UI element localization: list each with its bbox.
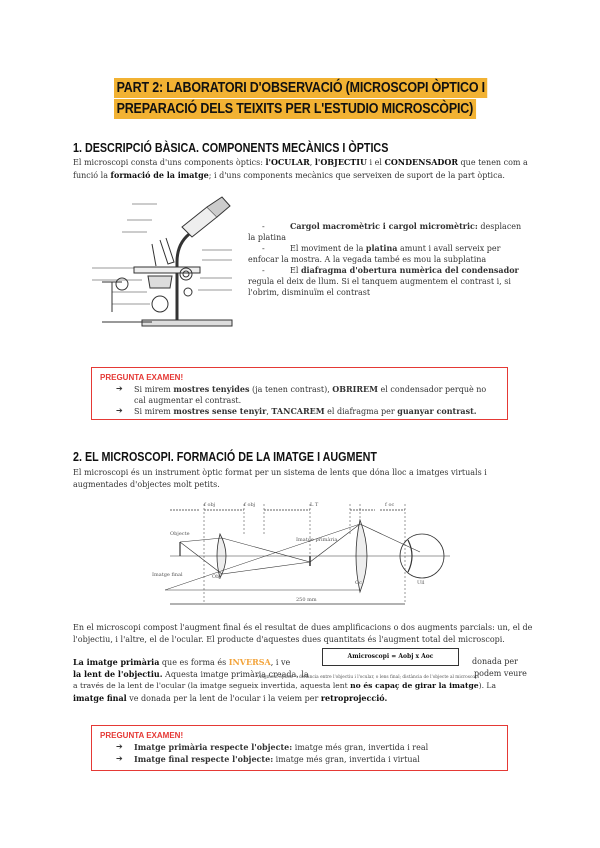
exam-box-1: [91, 367, 508, 420]
label-lt: L T: [310, 502, 319, 508]
exam-box-2: [91, 725, 508, 771]
label-f-obj-1: f obj: [204, 502, 216, 508]
label-250mm: 250 mm: [296, 597, 317, 603]
exam-2-item-1: Imatge primària respecte l'objecte: imatge més gran, invertida i real: [134, 742, 429, 752]
primary-image-line-4: imatge final ve donada per la lent de l'ocular i la veiem per retroprojecció.: [73, 693, 388, 703]
arrow-icon: ➔: [116, 754, 123, 763]
exam-2-item-2: Imatge final respecte l'objecte: imatge més gran, invertida i virtual: [134, 754, 420, 764]
section-1-heading: 1. DESCRIPCIÓ BÀSICA. COMPONENTS MECÀNICS I ÒPTICS: [73, 141, 389, 155]
label-imatge-primaria: Imatge primària: [296, 537, 338, 543]
label-f-oc: f oc: [385, 502, 395, 508]
arrow-icon: ➔: [116, 742, 123, 751]
exam-1-item-1: Si mirem mostres tenyides (ja tenen contrast), OBRIREM el condensador perquè no cal augmentar el contrast.: [134, 384, 487, 405]
page-title-line-2: PREPARACIÓ DELS TEIXITS PER L'ESTUDIO MICROSCÒPIC): [114, 99, 476, 119]
bullet-2: - El moviment de la platina amunt i avall serveix per enfocar la mostra. A la vegada també es mou la subplatina: [248, 243, 501, 264]
page-title-line-1: PART 2: LABORATORI D'OBSERVACIÓ (MICROSCOPI ÒPTICO I: [114, 78, 488, 98]
primary-image-right-1: donada per: [472, 657, 518, 666]
label-oc: Oc: [355, 580, 362, 586]
section-2-heading: 2. EL MICROSCOPI. FORMACIÓ DE LA IMATGE I AUGMENT: [73, 450, 377, 464]
bullet-3: - El diafragma d'obertura numèrica del condensador regula el deix de llum. Si el tanquem augmentem el contrast i, si l'obrim, disminuïm el contrast: [248, 265, 519, 297]
label-ull: Ull: [417, 580, 425, 586]
section-1-intro: El microscopi consta d'uns components òptics: l'OCULAR, l'OBJECTIU i el CONDENSADOR que tenen com a funció la formació de la imatge; i d'uns components mecànics que serveixen de suport de la part òptica.: [73, 157, 528, 180]
augment-paragraph: En el microscopi compost l'augment final és el resultat de dues amplificacions o dos augments parcials: un, el de l'objectiu, i l'altre, el de l'ocular. El producte d'aquestes dues quantitats és l'augment total del microscopi.: [73, 623, 533, 644]
exam-box-1-title: PREGUNTA EXAMEN!: [100, 373, 184, 382]
optical-diagram: [160, 494, 460, 610]
primary-image-line-1: La imatge primària que es forma és INVERSA, i ve: [73, 657, 291, 667]
primary-image-line-2: la lent de l'objectiu. Aquesta imatge primària creada, la: [73, 669, 309, 679]
arrow-icon: ➔: [116, 406, 123, 415]
formula-note: *Augment òptica = distància entre l'objectiu i l'ocular, o lens final; distància de l'objecte al microscopi: [256, 675, 480, 680]
section-2-intro: El microscopi és un instrument òptic format per un sistema de lents que dóna lloc a imatges virtuals i augmentades d'objectes molt petits.: [73, 468, 487, 489]
label-imatge-final: Imatge final: [152, 572, 183, 578]
label-f-obj-2: f obj: [244, 502, 256, 508]
exam-1-item-2: Si mirem mostres sense tenyir, TANCAREM el diafragma per guanyar contrast.: [134, 406, 477, 416]
primary-image-right-2: podem veure: [474, 669, 527, 678]
arrow-icon: ➔: [116, 384, 123, 393]
label-obj: Obj: [212, 574, 221, 580]
exam-box-2-title: PREGUNTA EXAMEN!: [100, 731, 184, 740]
microscope-diagram: [82, 192, 242, 332]
primary-image-line-3: a través de la lent de l'ocular (la imatge segueix invertida, aquesta lent no és capaç de girar la imatge). La: [73, 681, 496, 690]
formula-box: Amicroscopi = Aobj x Aoc: [322, 648, 459, 666]
label-objecte: Objecte: [170, 531, 190, 537]
bullet-1: - Cargol macromètric i cargol micromètric: desplacen la platina: [248, 221, 522, 242]
